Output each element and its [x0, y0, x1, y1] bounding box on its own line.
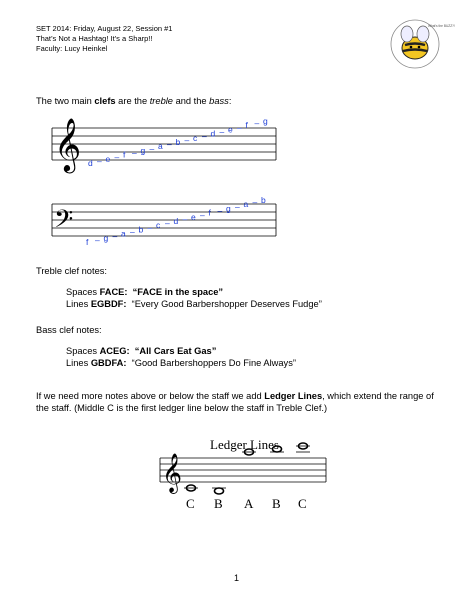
ledger-staff-lines	[160, 458, 326, 482]
ledger-paragraph	[36, 391, 436, 414]
treble-heading: Treble clef notes:	[36, 266, 107, 276]
bass-spaces-line	[66, 346, 216, 358]
session-header	[36, 24, 172, 54]
ledger-text: , which extend the range of the staff. (Middle C is the first ledger line below the staff in Treble Clef.)	[36, 391, 434, 413]
treble-note-label: e	[228, 124, 233, 135]
mnemonic-word: FACE:	[99, 287, 128, 297]
treble-note-label: g	[263, 116, 268, 126]
bass-note-label: b	[261, 195, 266, 205]
bass-heading: Bass clef notes:	[36, 325, 102, 335]
ledger-treble-clef-icon: 𝄞	[162, 453, 183, 493]
intro-bass: bass	[209, 96, 229, 106]
treble-note-label: g	[140, 145, 146, 156]
mnemonic-word: EGBDF:	[90, 299, 127, 309]
bass-note-label: f	[208, 207, 211, 218]
faculty-line: Faculty: Lucy Heinkel	[36, 44, 108, 53]
mnemonic-word: GBDFA:	[90, 358, 127, 368]
bass-note-dash: –	[165, 218, 170, 229]
treble-note-label: e	[105, 153, 111, 164]
ledger-note-letter: B	[272, 496, 281, 511]
bass-note-label: a	[243, 199, 249, 210]
ledger-figure-title: Ledger Lines	[210, 437, 279, 452]
bass-note-dash: –	[217, 205, 223, 216]
treble-note-label: c	[193, 132, 198, 143]
bass-staff-lines	[52, 204, 276, 236]
logo-text: What's the BUZZ?!	[428, 24, 455, 28]
bass-lines-line	[66, 358, 296, 370]
ledger-note-letter: A	[244, 496, 254, 511]
intro-text: are the	[115, 96, 150, 106]
treble-note-dash: –	[97, 156, 102, 166]
mnemonic-phrase: “FACE in the space”	[132, 287, 224, 297]
bass-note-dash: –	[235, 201, 240, 212]
treble-note-label: d	[210, 128, 216, 139]
treble-staff	[50, 112, 280, 174]
treble-note-dash: –	[114, 151, 120, 162]
treble-clef-icon: 𝄞	[54, 117, 82, 171]
intro-text: :	[228, 96, 232, 106]
ledger-note-letter: C	[298, 496, 307, 511]
treble-note-label: f	[123, 149, 126, 160]
intro-text: The two main	[36, 96, 95, 106]
treble-note-dash: –	[132, 147, 137, 158]
treble-note-label: f	[245, 120, 248, 131]
intro-treble: treble	[149, 96, 173, 106]
bass-note-label: e	[191, 211, 196, 222]
bass-note-dash: –	[112, 230, 118, 241]
intro-line	[36, 96, 231, 108]
treble-note-label: d	[88, 158, 93, 168]
bass-note-label: d	[173, 216, 179, 226]
bass-note-label: f	[86, 237, 89, 247]
mnemonic-phrase: “All Cars Eat Gas”	[134, 346, 217, 356]
ledger-text: If we need more notes above or below the staff we add	[36, 391, 265, 401]
intro-text: and the	[172, 96, 210, 106]
bass-note-label: g	[103, 232, 109, 243]
bass-note-dash: –	[182, 214, 188, 224]
treble-note-dash: –	[167, 139, 172, 150]
bee-logo	[388, 18, 455, 70]
treble-note-label: b	[175, 137, 181, 147]
label: Lines	[66, 358, 91, 368]
ledger-note-letter: B	[214, 496, 223, 511]
bass-note-dash: –	[147, 222, 153, 233]
session-subtitle: That’s Not a Hashtag! It’s a Sharp!!	[36, 34, 153, 43]
treble-note-dash: –	[237, 122, 242, 133]
page-number: 1	[234, 573, 240, 583]
ledger-note-letter: C	[186, 496, 195, 511]
bass-note-label: a	[121, 228, 126, 239]
bass-note-dash: –	[130, 226, 135, 237]
mnemonic-phrase: “Good Barbershoppers Do Fine Always”	[131, 358, 296, 368]
bass-staff	[50, 196, 280, 250]
mnemonic-phrase: “Every Good Barbershopper Deserves Fudge”	[131, 299, 322, 309]
session-title: SET 2014: Friday, August 22, Session #1	[36, 24, 173, 33]
ledger-term: Ledger Lines	[264, 391, 323, 401]
treble-note-dash: –	[149, 143, 155, 154]
bass-clef-icon: 𝄢	[54, 205, 74, 240]
bass-note-dash: –	[200, 209, 205, 220]
treble-note-dash: –	[202, 130, 207, 141]
whole-note-b-low	[215, 488, 224, 494]
treble-note-dash: –	[219, 126, 225, 137]
ledger-lines-figure	[150, 436, 336, 516]
treble-lines-line	[66, 299, 322, 311]
bass-note-label: b	[138, 224, 144, 235]
treble-note-dash: –	[184, 135, 190, 145]
label: Spaces	[66, 346, 100, 356]
treble-spaces-line	[66, 287, 223, 299]
treble-staff-lines	[52, 128, 276, 160]
bass-note-label: g	[226, 203, 231, 214]
intro-clefs: clefs	[94, 96, 116, 106]
bass-note-dash: –	[95, 235, 100, 245]
mnemonic-word: ACEG:	[99, 346, 130, 356]
treble-note-dash: –	[254, 118, 260, 129]
treble-note-label: a	[158, 141, 163, 152]
bass-note-dash: –	[252, 197, 258, 208]
bass-note-label: c	[156, 220, 161, 231]
label: Spaces	[66, 287, 100, 297]
label: Lines	[66, 299, 91, 309]
